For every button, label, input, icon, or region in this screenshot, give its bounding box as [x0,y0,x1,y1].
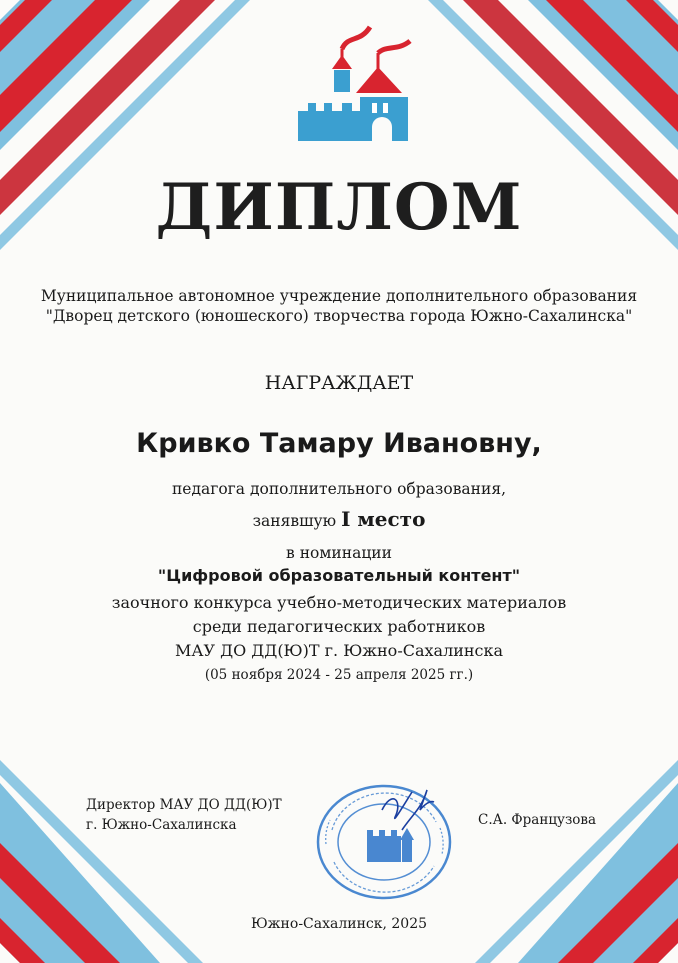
awards-heading: НАГРАЖДАЕТ [264,372,414,394]
official-stamp [312,770,462,905]
contest-line-2: среди педагогических работников [192,617,486,636]
castle-logo [290,15,420,150]
place-line [0,507,678,531]
city-year: Южно-Сахалинск, 2025 [250,916,428,932]
nomination-name: "Цифровой образовательный контент" [157,566,521,585]
nomination-label: в номинации [286,544,392,562]
recipient-name: Кривко Тамару Ивановну, [136,428,542,459]
diploma-title: ДИПЛОМ [155,170,523,245]
contest-line-1: заочного конкурса учебно-методических материалов [111,593,567,612]
place-prefix: занявшую [252,512,337,530]
director-title-line-2: г. Южно-Сахалинска [86,817,237,833]
organization-line-1: Муниципальное автономное учреждение дополнительного образования [40,287,638,305]
contest-line-3: МАУ ДО ДД(Ю)Т г. Южно-Сахалинска [174,641,504,660]
recipient-position: педагога дополнительного образования, [171,480,507,498]
organization-line-2: "Дворец детского (юношеского) творчества города Южно-Сахалинска" [45,307,633,325]
contest-dates: (05 ноября 2024 - 25 апреля 2025 гг.) [204,667,474,683]
director-title-line-1: Директор МАУ ДО ДД(Ю)Т [86,797,282,813]
signer-name: С.А. Французова [478,812,597,828]
place-value: I место [341,507,426,531]
